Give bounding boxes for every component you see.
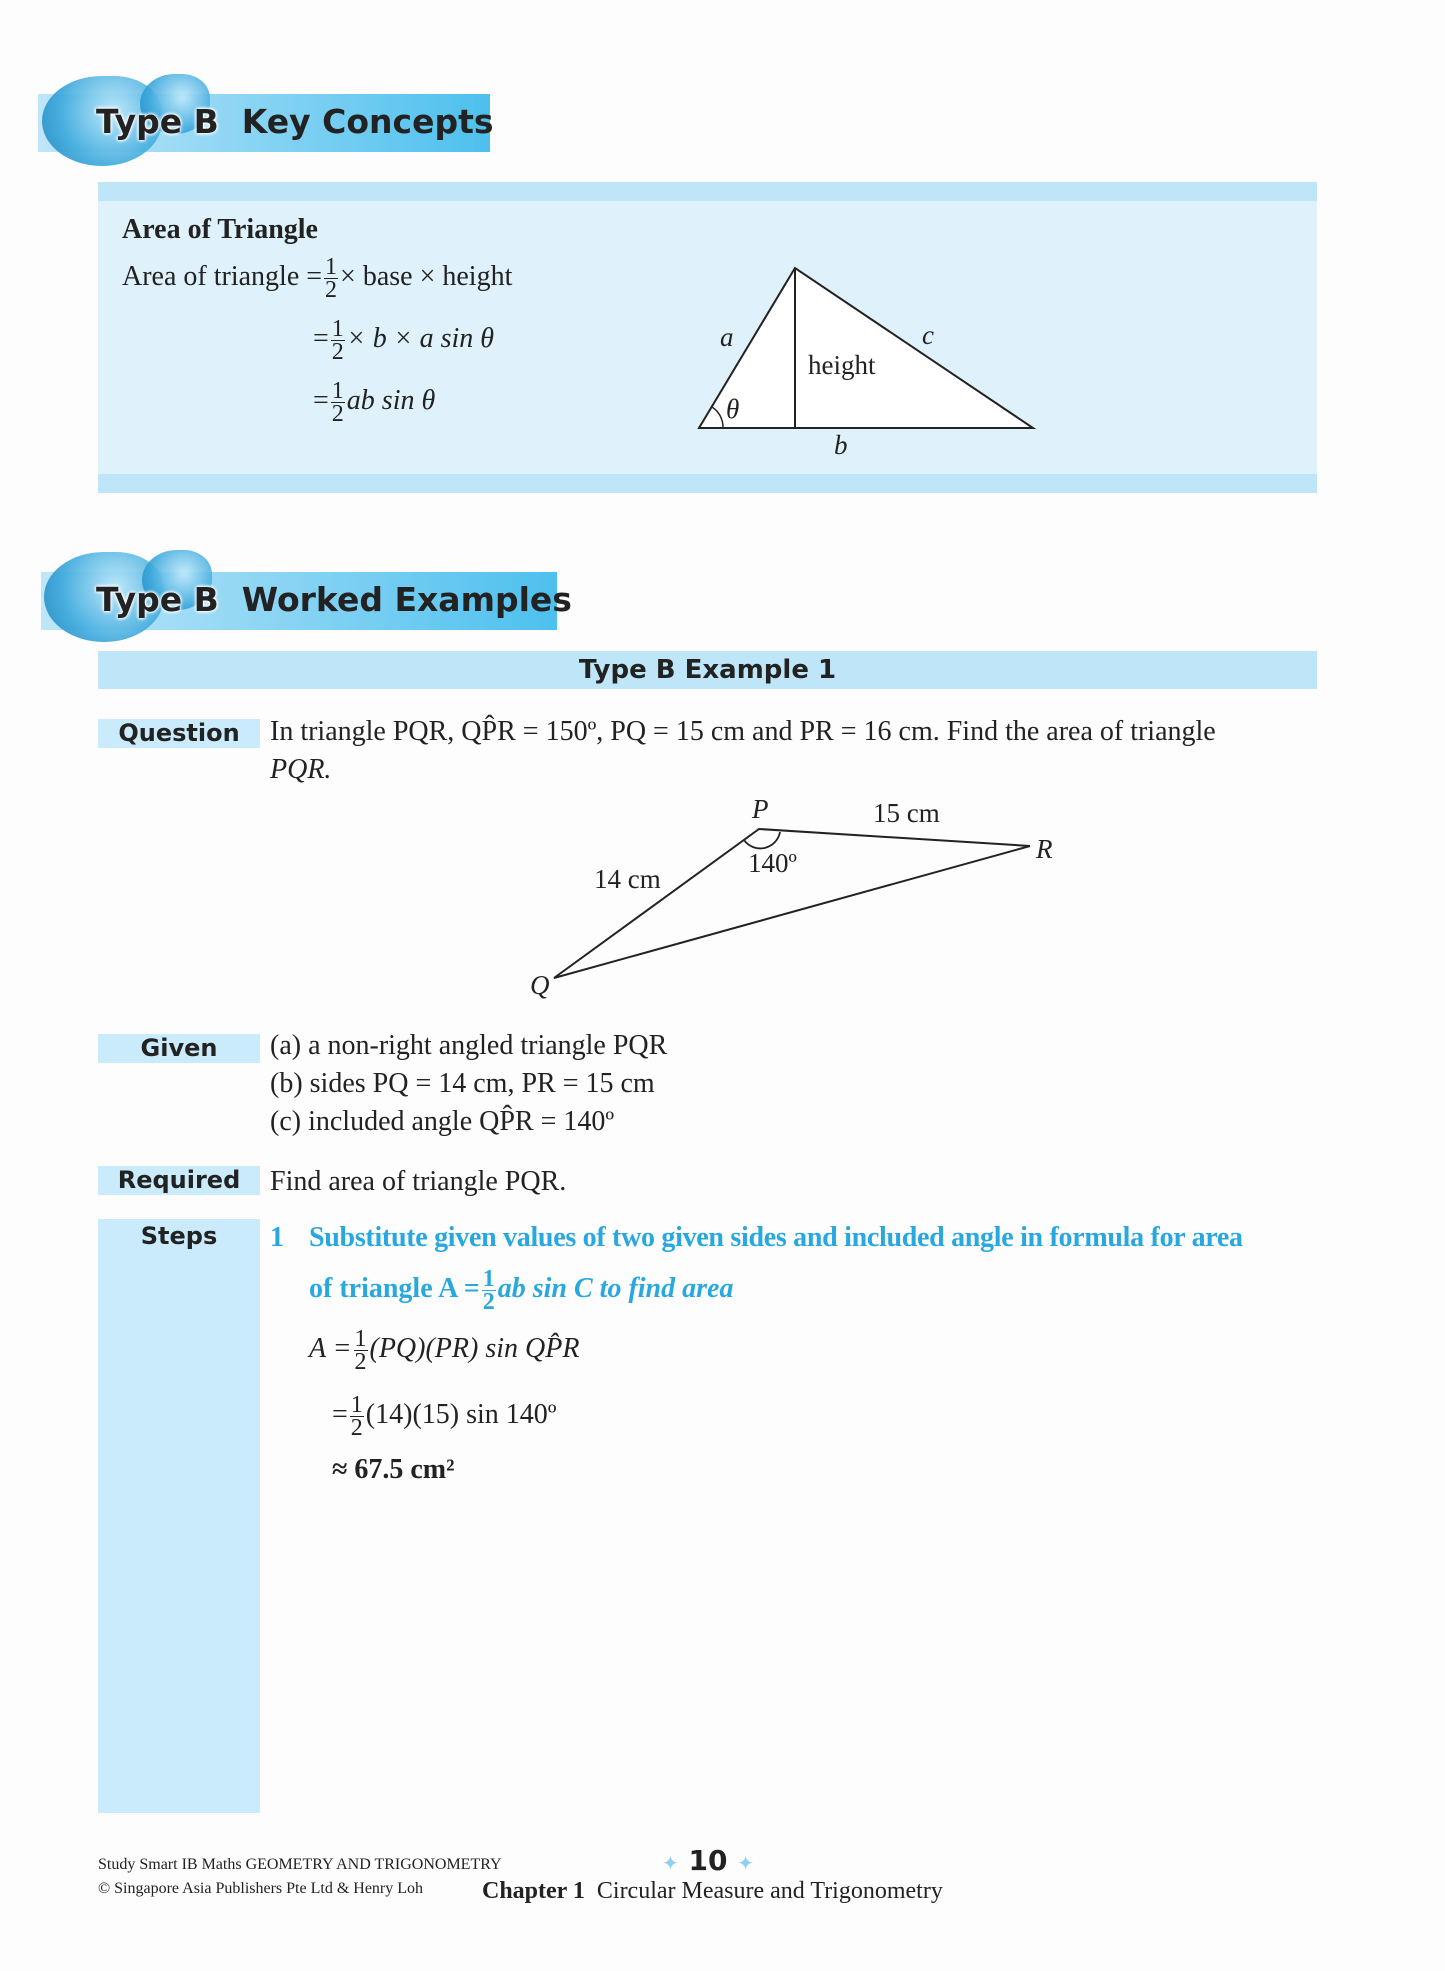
result: ≈ 67.5 cm²: [332, 1454, 455, 1485]
required-text: Find area of triangle PQR.: [270, 1166, 567, 1197]
formula-line-3: = $\frac{1}{2}$ ab sin θ: [313, 378, 436, 427]
step-instruction-2: of triangle A = $\frac{1}{2}$ ab sin C to find area: [309, 1266, 734, 1315]
formula-line-1: Area of triangle = $\frac{1}{2}$ × base × height: [122, 254, 513, 303]
required-label: Required: [98, 1166, 260, 1195]
formula-line-2: = $\frac{1}{2}$ × b × a sin θ: [313, 316, 495, 365]
banner-prefix: Type B: [96, 580, 219, 619]
height-label: height: [808, 350, 876, 380]
side-pr-label: 15 cm: [873, 798, 940, 828]
question-label: Question: [98, 719, 260, 748]
concept-heading: Area of Triangle: [122, 214, 318, 245]
footer-copyright: © Singapore Asia Publishers Pte Ltd & Henry Loh: [98, 1880, 424, 1897]
theta-label: θ: [726, 394, 740, 424]
step-instruction-1: Substitute given values of two given sides and included angle in formula for area: [309, 1222, 1243, 1253]
banner-title: Worked Examples: [241, 580, 572, 619]
footer-chapter: Chapter 1 Circular Measure and Trigonometry: [482, 1878, 943, 1904]
steps-column: [98, 1219, 260, 1813]
banner-title: Key Concepts: [241, 102, 494, 141]
diamond-icon: ✦: [662, 1851, 679, 1875]
vertex-p-label: P: [752, 794, 769, 824]
page-number: ✦ 10 ✦: [662, 1844, 754, 1877]
side-pq-label: 14 cm: [594, 864, 661, 894]
steps-label: Steps: [140, 1222, 218, 1250]
question-text: In triangle PQR, QP̂R = 150º, PQ = 15 cm and PR = 16 cm. Find the area of triangle: [270, 716, 1216, 747]
calc-line-2: = $\frac{1}{2}$ (14)(15) sin 140º: [332, 1392, 557, 1441]
vertex-q-label: Q: [530, 970, 550, 1000]
calc-line-1: A = $\frac{1}{2}$ (PQ)(PR) sin QP̂R: [309, 1326, 580, 1375]
side-b-label: b: [834, 430, 848, 460]
side-c-label: c: [922, 320, 934, 350]
banner-prefix: Type B: [96, 102, 219, 141]
vertex-r-label: R: [1036, 834, 1053, 864]
given-item: (c) included angle QP̂R = 140º: [270, 1106, 615, 1137]
step-number: 1: [270, 1222, 284, 1253]
angle-p-label: 140º: [748, 848, 797, 878]
question-text-cont: PQR.: [270, 754, 332, 785]
footer-book-title: Study Smart IB Maths GEOMETRY AND TRIGONOMETRY: [98, 1856, 502, 1873]
given-label: Given: [98, 1034, 260, 1063]
given-item: (b) sides PQ = 14 cm, PR = 15 cm: [270, 1068, 655, 1099]
given-item: (a) a non-right angled triangle PQR: [270, 1030, 668, 1061]
diamond-icon: ✦: [737, 1851, 754, 1875]
example-title: Type B Example 1: [578, 655, 837, 685]
side-a-label: a: [720, 322, 734, 352]
